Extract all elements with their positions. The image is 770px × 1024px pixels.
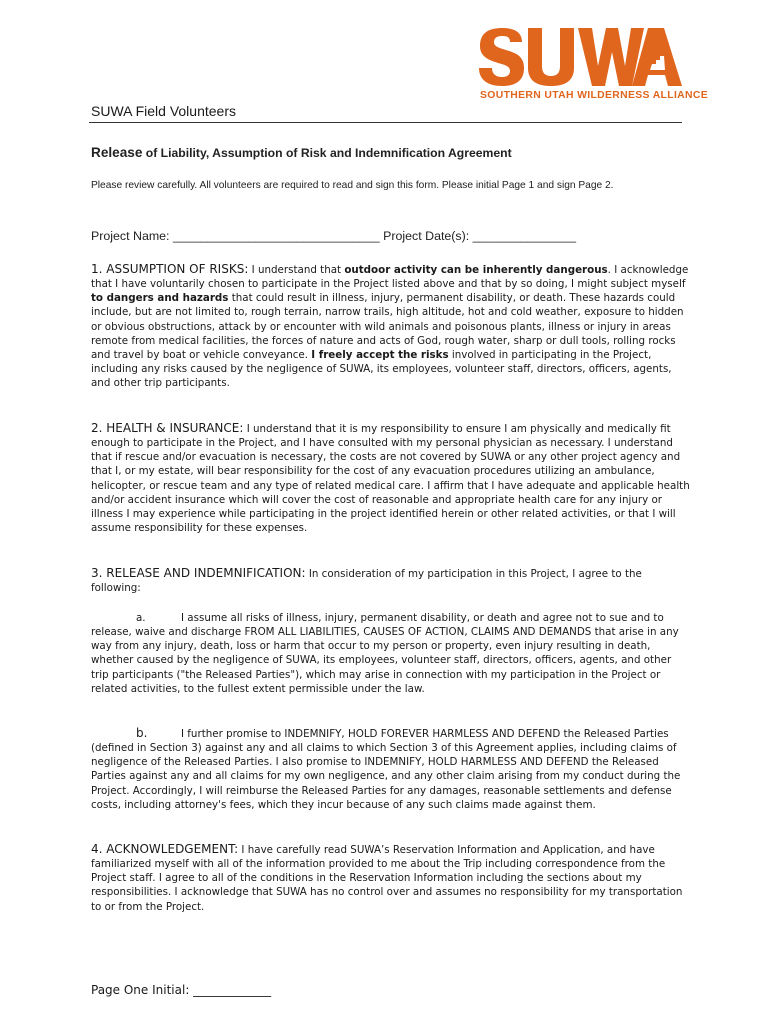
section-text: that could result in illness, injury, permanent disability, or death. These hazards could include, but are not limited to, rough terrain, narrow trails, high altitude, hot and cold weather, exposure to hidden or obvious obstructions, attack by or encounter with wild animals and poisonous plants, illness or injury in areas remote from medical facilities, the forces of nature and acts of God, rough water, sharp or dull tools, rolling rocks and travel by boat or vehicle conveyance. [91,292,684,361]
clause-a-label: a. [136,612,146,624]
title-divider [89,122,682,123]
clause-b-text: I further promise to INDEMNIFY, HOLD FOREVER HARMLESS AND DEFEND the Released Parties (defined in Section 3) against any and all claims to which Section 3 of this Agreement applies, including claims of negligence of the Released Parties. I also promise to INDEMNIFY, HOLD HARMLESS AND DEFEND the Released Parties against any and all claims for my own negligence, and any other claim arising from my conduct during the Project. Accordingly, I will reimburse the Released Parties for any damages, reasonable settlements and defense costs, including attorney's fees, which they incur because of any such claims made against them. [91,728,681,811]
suwa-logo [478,26,709,104]
org-title: SUWA Field Volunteers [91,103,236,119]
instructions: Please review carefully. All volunteers are required to read and sign this form. Please initial Page 1 and sign Page 2. [91,180,614,191]
project-name-field[interactable]: Project Name: ______________________________ [91,229,380,243]
clause-b [91,726,691,812]
emphasis-text: to dangers and hazards [91,292,229,305]
section-heading: 2. HEALTH & INSURANCE: [91,421,244,435]
section-release-indemnification [91,566,691,595]
section-heading: 1. ASSUMPTION OF RISKS: [91,262,249,276]
section-text: I understand that [248,264,345,276]
suwa-wordmark [478,26,682,88]
section-text: involved in participating in the Project, including any risks caused by the negligence of SUWA, its employees, volunteer staff, directors, officers, agents, and other trip participants. [91,348,672,390]
section-text: . I acknowledge that I have voluntarily chosen to participate in the Project listed above and that by so doing, I might subject myself [91,264,689,291]
document-title-rest: of Liability, Assumption of Risk and Indemnification Agreement [142,146,512,160]
section-heading: 3. RELEASE AND INDEMNIFICATION: [91,566,306,580]
document-title [91,145,512,160]
clause-a [91,611,691,696]
section-assumption-of-risks [91,262,691,390]
page-one-initial-field[interactable]: Page One Initial: _____________ [91,983,272,997]
section-text: In consideration of my participation in this Project, I agree to the following: [91,568,642,595]
project-fields [91,229,576,243]
document-title-lead: Release [91,145,143,160]
clause-b-label: b. [136,726,148,740]
section-heading: 4. ACKNOWLEDGEMENT: [91,842,239,856]
clause-a-text: I assume all risks of illness, injury, permanent disability, or death and agree not to sue and to release, waive and discharge FROM ALL LIABILITIES, CAUSES OF ACTION, CLAIMS AND DEMANDS that arise in any way from any injury, death, loss or harm that occur to my person or property, even injury resulting in death, whether caused by the negligence of SUWA, its employees, volunteer staff, directors, officers, agents, and other trip participants ("the Released Parties"), which may arise in connection with my participation in the Project or related activities, to the fullest extent permissible under the law. [91,612,679,695]
emphasis-text: I freely accept the risks [311,348,449,361]
section-health-insurance [91,421,691,535]
section-text: I have carefully read SUWA’s Reservation Information and Application, and have familiarized myself with all of the information provided to me about the Trip including correspondence from the Project staff. I agree to all of the conditions in the Reservation Information including the sections about my responsibilities. I acknowledge that SUWA has no control over and assumes no responsibility for my transportation to or from the Project. [91,844,683,913]
emphasis-text: outdoor activity can be inherently dangerous [344,264,608,276]
section-text: I understand that it is my responsibility to ensure I am physically and medically fit enough to participate in the Project, and I have consulted with my personal physician as necessary. I understand that if rescue and/or evacuation is necessary, the costs are not covered by SUWA or any other project agency and that I, or my estate, will bear responsibility for the cost of any evacuation procedures utilizing an ambulance, helicopter, or rescue team and any type of related medical care. I affirm that I have adequate and applicable health and/or accident insurance which will cover the cost of reasonable and appropriate health care for any injury or illness I may experience while participating in the project identified herein or other related activities, or that I will assume responsibility for these expenses. [91,423,690,535]
project-dates-field[interactable]: Project Date(s): _______________ [379,229,577,243]
section-acknowledgement [91,842,691,914]
logo-tagline: SOUTHERN UTAH WILDERNESS ALLIANCE [480,90,709,101]
